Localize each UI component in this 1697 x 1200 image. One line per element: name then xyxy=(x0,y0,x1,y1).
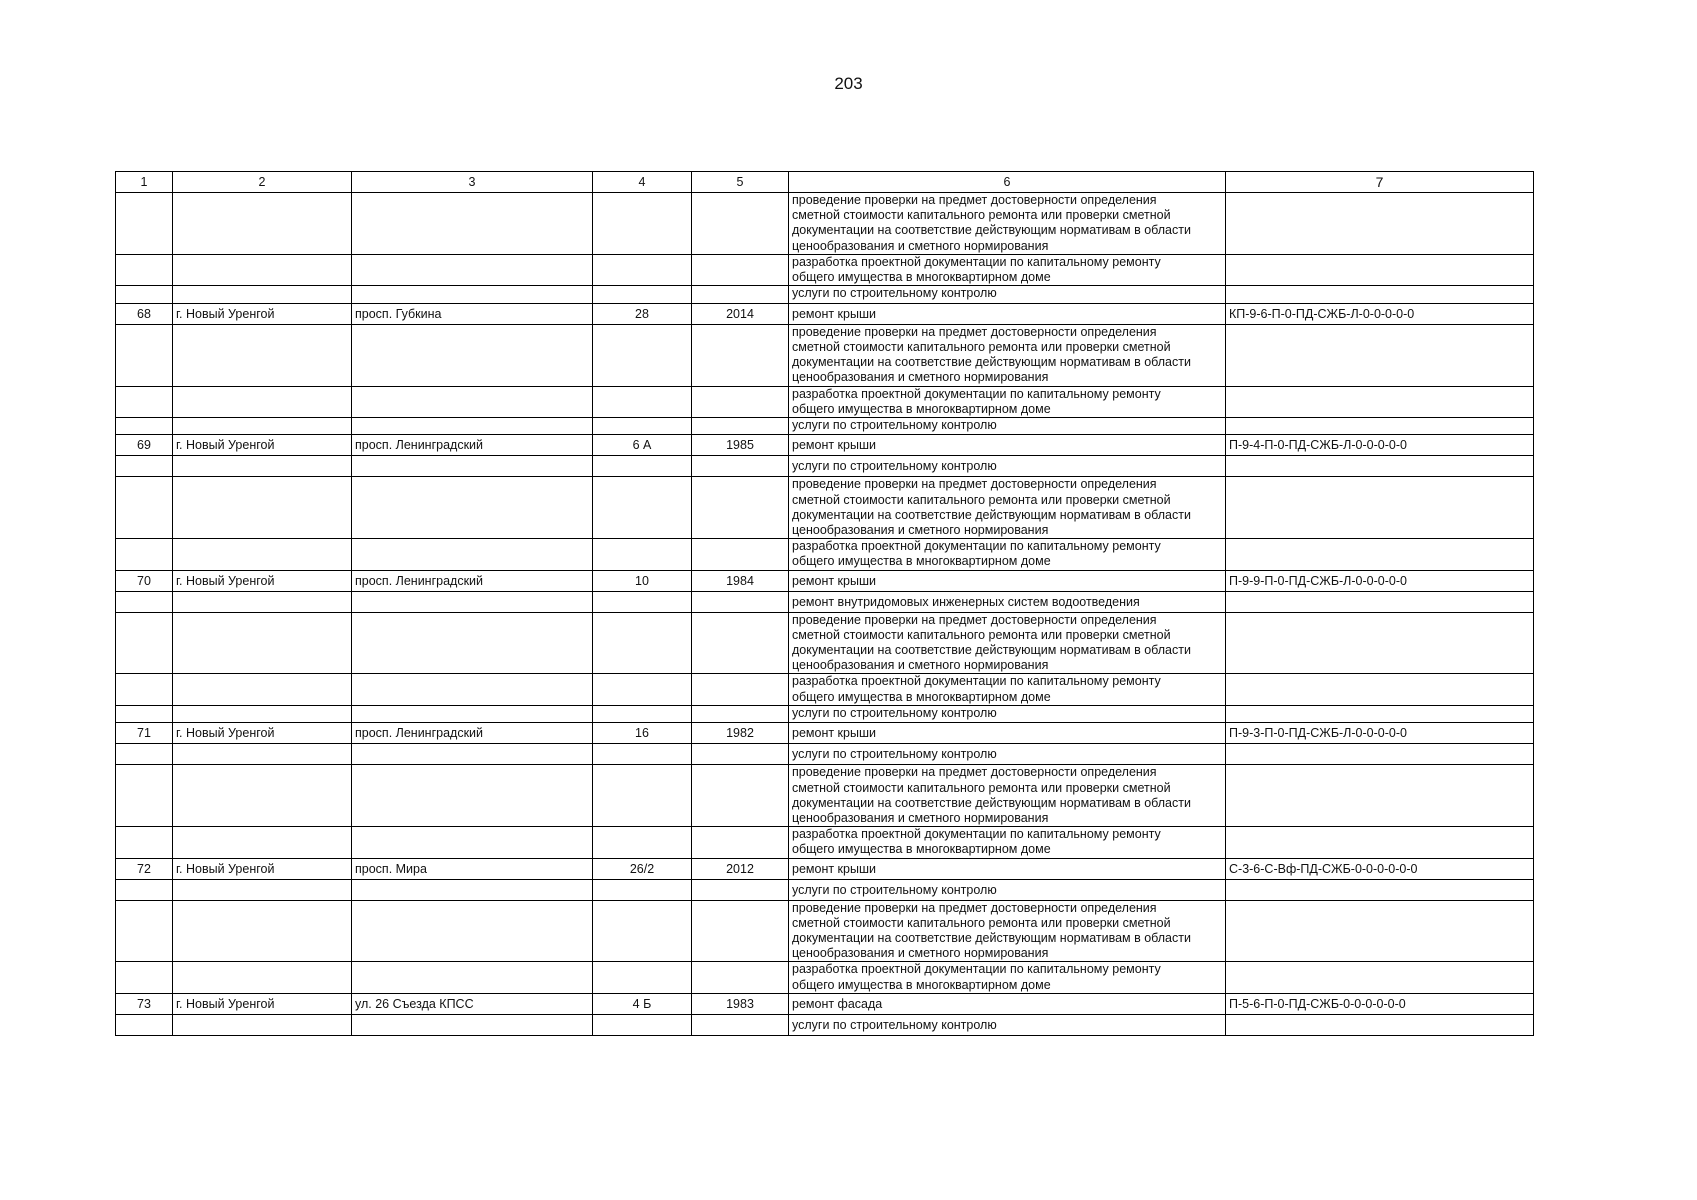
street-cell: ул. 26 Съезда КПСС xyxy=(352,993,593,1014)
row-number-cell xyxy=(116,286,173,304)
code-cell xyxy=(1226,591,1534,612)
locality-cell: г. Новый Уренгой xyxy=(173,303,352,324)
year-cell xyxy=(692,827,789,858)
year-cell xyxy=(692,674,789,705)
row-number-cell xyxy=(116,705,173,723)
work-type-cell: ремонт крыши xyxy=(789,303,1226,324)
street-cell xyxy=(352,254,593,285)
year-cell: 1983 xyxy=(692,993,789,1014)
row-number-cell xyxy=(116,539,173,570)
house-number-cell xyxy=(593,674,692,705)
locality-cell xyxy=(173,254,352,285)
code-cell xyxy=(1226,765,1534,827)
code-cell: П-9-3-П-0-ПД-СЖБ-Л-0-0-0-0-0 xyxy=(1226,723,1534,744)
code-cell xyxy=(1226,827,1534,858)
locality-cell xyxy=(173,591,352,612)
year-cell xyxy=(692,765,789,827)
year-cell xyxy=(692,386,789,417)
street-cell xyxy=(352,324,593,386)
work-type-cell: проведение проверки на предмет достоверности определения сметной стоимости капитального ремонта или проверки сметной документации на соответствие действующим нормативам в области ценообразования и сметного нормирования xyxy=(789,324,1226,386)
street-cell xyxy=(352,900,593,962)
house-number-cell xyxy=(593,765,692,827)
work-type-cell: ремонт крыши xyxy=(789,435,1226,456)
street-cell xyxy=(352,827,593,858)
table-row xyxy=(116,612,1534,674)
locality-cell xyxy=(173,879,352,900)
row-number-cell xyxy=(116,744,173,765)
house-number-cell xyxy=(593,386,692,417)
header-col-3: 3 xyxy=(352,172,593,193)
street-cell xyxy=(352,193,593,255)
house-number-cell xyxy=(593,827,692,858)
locality-cell xyxy=(173,744,352,765)
street-cell xyxy=(352,417,593,435)
work-type-cell: разработка проектной документации по капитальному ремонту общего имущества в многоквартирном доме xyxy=(789,962,1226,993)
year-cell: 1982 xyxy=(692,723,789,744)
code-cell xyxy=(1226,286,1534,304)
street-cell xyxy=(352,456,593,477)
house-number-cell xyxy=(593,539,692,570)
table-row xyxy=(116,827,1534,858)
street-cell xyxy=(352,477,593,539)
locality-cell xyxy=(173,900,352,962)
header-col-4: 4 xyxy=(593,172,692,193)
work-type-cell: услуги по строительному контролю xyxy=(789,879,1226,900)
locality-cell xyxy=(173,705,352,723)
table-row xyxy=(116,386,1534,417)
table-row xyxy=(116,900,1534,962)
code-cell xyxy=(1226,674,1534,705)
row-number-cell xyxy=(116,193,173,255)
house-number-cell xyxy=(593,324,692,386)
code-cell xyxy=(1226,254,1534,285)
code-cell xyxy=(1226,900,1534,962)
code-cell xyxy=(1226,744,1534,765)
table-row xyxy=(116,1014,1534,1035)
locality-cell xyxy=(173,1014,352,1035)
row-number-cell xyxy=(116,456,173,477)
row-number-cell xyxy=(116,827,173,858)
table-row xyxy=(116,993,1534,1014)
locality-cell xyxy=(173,827,352,858)
year-cell xyxy=(692,456,789,477)
year-cell xyxy=(692,900,789,962)
header-row xyxy=(116,172,1534,193)
street-cell xyxy=(352,591,593,612)
table-row xyxy=(116,193,1534,255)
row-number-cell xyxy=(116,674,173,705)
locality-cell: г. Новый Уренгой xyxy=(173,435,352,456)
code-cell xyxy=(1226,386,1534,417)
house-number-cell xyxy=(593,477,692,539)
street-cell xyxy=(352,962,593,993)
code-cell xyxy=(1226,417,1534,435)
locality-cell xyxy=(173,674,352,705)
code-cell: П-9-4-П-0-ПД-СЖБ-Л-0-0-0-0-0 xyxy=(1226,435,1534,456)
year-cell xyxy=(692,477,789,539)
code-cell: КП-9-6-П-0-ПД-СЖБ-Л-0-0-0-0-0 xyxy=(1226,303,1534,324)
work-type-cell: ремонт крыши xyxy=(789,723,1226,744)
house-number-cell xyxy=(593,417,692,435)
work-type-cell: услуги по строительному контролю xyxy=(789,1014,1226,1035)
year-cell xyxy=(692,539,789,570)
table-row xyxy=(116,417,1534,435)
year-cell xyxy=(692,193,789,255)
house-number-cell xyxy=(593,286,692,304)
code-cell xyxy=(1226,477,1534,539)
house-number-cell xyxy=(593,879,692,900)
code-cell xyxy=(1226,879,1534,900)
locality-cell xyxy=(173,612,352,674)
locality-cell: г. Новый Уренгой xyxy=(173,723,352,744)
row-number-cell: 70 xyxy=(116,570,173,591)
house-number-cell xyxy=(593,193,692,255)
work-type-cell: услуги по строительному контролю xyxy=(789,456,1226,477)
house-number-cell: 6 А xyxy=(593,435,692,456)
row-number-cell xyxy=(116,962,173,993)
house-number-cell: 28 xyxy=(593,303,692,324)
work-type-cell: ремонт фасада xyxy=(789,993,1226,1014)
year-cell xyxy=(692,962,789,993)
table-row xyxy=(116,286,1534,304)
table-row xyxy=(116,570,1534,591)
year-cell: 1984 xyxy=(692,570,789,591)
street-cell: просп. Мира xyxy=(352,858,593,879)
table-row xyxy=(116,705,1534,723)
table-body xyxy=(116,193,1534,1036)
locality-cell xyxy=(173,417,352,435)
row-number-cell xyxy=(116,386,173,417)
row-number-cell: 72 xyxy=(116,858,173,879)
table-row xyxy=(116,477,1534,539)
house-number-cell xyxy=(593,744,692,765)
locality-cell xyxy=(173,324,352,386)
street-cell xyxy=(352,879,593,900)
code-cell xyxy=(1226,962,1534,993)
row-number-cell: 71 xyxy=(116,723,173,744)
table-row xyxy=(116,674,1534,705)
street-cell xyxy=(352,674,593,705)
street-cell xyxy=(352,386,593,417)
code-cell xyxy=(1226,1014,1534,1035)
locality-cell xyxy=(173,539,352,570)
work-type-cell: разработка проектной документации по капитальному ремонту общего имущества в многоквартирном доме xyxy=(789,254,1226,285)
work-type-cell: услуги по строительному контролю xyxy=(789,286,1226,304)
work-type-cell: разработка проектной документации по капитальному ремонту общего имущества в многоквартирном доме xyxy=(789,827,1226,858)
locality-cell: г. Новый Уренгой xyxy=(173,858,352,879)
code-cell xyxy=(1226,705,1534,723)
work-type-cell: разработка проектной документации по капитальному ремонту общего имущества в многоквартирном доме xyxy=(789,386,1226,417)
house-number-cell xyxy=(593,591,692,612)
work-type-cell: ремонт внутридомовых инженерных систем водоотведения xyxy=(789,591,1226,612)
street-cell xyxy=(352,765,593,827)
locality-cell: г. Новый Уренгой xyxy=(173,993,352,1014)
work-type-cell: ремонт крыши xyxy=(789,858,1226,879)
work-type-cell: разработка проектной документации по капитальному ремонту общего имущества в многоквартирном доме xyxy=(789,539,1226,570)
row-number-cell: 73 xyxy=(116,993,173,1014)
table-row xyxy=(116,765,1534,827)
code-cell xyxy=(1226,539,1534,570)
table-row xyxy=(116,456,1534,477)
year-cell xyxy=(692,286,789,304)
locality-cell xyxy=(173,286,352,304)
header-col-6: 6 xyxy=(789,172,1226,193)
code-cell xyxy=(1226,612,1534,674)
table-row xyxy=(116,858,1534,879)
code-cell xyxy=(1226,324,1534,386)
page-number: 203 xyxy=(834,74,863,93)
table-row xyxy=(116,591,1534,612)
code-cell: С-3-6-С-Вф-ПД-СЖБ-0-0-0-0-0-0 xyxy=(1226,858,1534,879)
year-cell xyxy=(692,705,789,723)
row-number-cell xyxy=(116,612,173,674)
house-number-cell xyxy=(593,254,692,285)
row-number-cell xyxy=(116,254,173,285)
header-col-1: 1 xyxy=(116,172,173,193)
table-row xyxy=(116,435,1534,456)
code-cell: П-5-6-П-0-ПД-СЖБ-0-0-0-0-0-0 xyxy=(1226,993,1534,1014)
row-number-cell xyxy=(116,477,173,539)
street-cell xyxy=(352,744,593,765)
table-row xyxy=(116,723,1534,744)
locality-cell xyxy=(173,962,352,993)
street-cell: просп. Ленинградский xyxy=(352,435,593,456)
table-row xyxy=(116,254,1534,285)
table-row xyxy=(116,324,1534,386)
locality-cell xyxy=(173,765,352,827)
work-type-cell: услуги по строительному контролю xyxy=(789,417,1226,435)
year-cell xyxy=(692,591,789,612)
street-cell: просп. Ленинградский xyxy=(352,723,593,744)
house-number-cell xyxy=(593,900,692,962)
street-cell xyxy=(352,539,593,570)
work-type-cell: проведение проверки на предмет достоверности определения сметной стоимости капитального ремонта или проверки сметной документации на соответствие действующим нормативам в области ценообразования и сметного нормирования xyxy=(789,900,1226,962)
year-cell xyxy=(692,417,789,435)
house-number-cell: 10 xyxy=(593,570,692,591)
code-cell: П-9-9-П-0-ПД-СЖБ-Л-0-0-0-0-0 xyxy=(1226,570,1534,591)
row-number-cell xyxy=(116,879,173,900)
year-cell xyxy=(692,1014,789,1035)
locality-cell xyxy=(173,386,352,417)
header-col-7: 7 xyxy=(1226,172,1534,193)
street-cell xyxy=(352,1014,593,1035)
work-type-cell: услуги по строительному контролю xyxy=(789,744,1226,765)
house-number-cell xyxy=(593,456,692,477)
street-cell: просп. Ленинградский xyxy=(352,570,593,591)
work-type-cell: проведение проверки на предмет достоверности определения сметной стоимости капитального ремонта или проверки сметной документации на соответствие действующим нормативам в области ценообразования и сметного нормирования xyxy=(789,477,1226,539)
table-row xyxy=(116,539,1534,570)
table-row xyxy=(116,744,1534,765)
work-type-cell: ремонт крыши xyxy=(789,570,1226,591)
work-type-cell: услуги по строительному контролю xyxy=(789,705,1226,723)
house-number-cell xyxy=(593,962,692,993)
street-cell xyxy=(352,286,593,304)
house-number-cell xyxy=(593,612,692,674)
year-cell xyxy=(692,744,789,765)
row-number-cell xyxy=(116,900,173,962)
year-cell xyxy=(692,612,789,674)
row-number-cell xyxy=(116,417,173,435)
year-cell: 2014 xyxy=(692,303,789,324)
row-number-cell xyxy=(116,765,173,827)
street-cell xyxy=(352,705,593,723)
year-cell: 2012 xyxy=(692,858,789,879)
locality-cell xyxy=(173,477,352,539)
work-type-cell: проведение проверки на предмет достоверности определения сметной стоимости капитального ремонта или проверки сметной документации на соответствие действующим нормативам в области ценообразования и сметного нормирования xyxy=(789,612,1226,674)
table-header xyxy=(116,172,1534,193)
work-type-cell: проведение проверки на предмет достоверности определения сметной стоимости капитального ремонта или проверки сметной документации на соответствие действующим нормативам в области ценообразования и сметного нормирования xyxy=(789,193,1226,255)
table-row xyxy=(116,879,1534,900)
year-cell xyxy=(692,254,789,285)
table-row xyxy=(116,962,1534,993)
row-number-cell xyxy=(116,1014,173,1035)
row-number-cell: 69 xyxy=(116,435,173,456)
row-number-cell: 68 xyxy=(116,303,173,324)
house-number-cell xyxy=(593,1014,692,1035)
year-cell xyxy=(692,879,789,900)
registry-table xyxy=(115,171,1534,1036)
street-cell xyxy=(352,612,593,674)
row-number-cell xyxy=(116,324,173,386)
locality-cell: г. Новый Уренгой xyxy=(173,570,352,591)
header-col-5: 5 xyxy=(692,172,789,193)
house-number-cell xyxy=(593,705,692,723)
locality-cell xyxy=(173,193,352,255)
street-cell: просп. Губкина xyxy=(352,303,593,324)
table-row xyxy=(116,303,1534,324)
work-type-cell: проведение проверки на предмет достоверности определения сметной стоимости капитального ремонта или проверки сметной документации на соответствие действующим нормативам в области ценообразования и сметного нормирования xyxy=(789,765,1226,827)
row-number-cell xyxy=(116,591,173,612)
house-number-cell: 26/2 xyxy=(593,858,692,879)
header-col-2: 2 xyxy=(173,172,352,193)
house-number-cell: 16 xyxy=(593,723,692,744)
locality-cell xyxy=(173,456,352,477)
year-cell xyxy=(692,324,789,386)
code-cell xyxy=(1226,456,1534,477)
year-cell: 1985 xyxy=(692,435,789,456)
house-number-cell: 4 Б xyxy=(593,993,692,1014)
work-type-cell: разработка проектной документации по капитальному ремонту общего имущества в многоквартирном доме xyxy=(789,674,1226,705)
code-cell xyxy=(1226,193,1534,255)
